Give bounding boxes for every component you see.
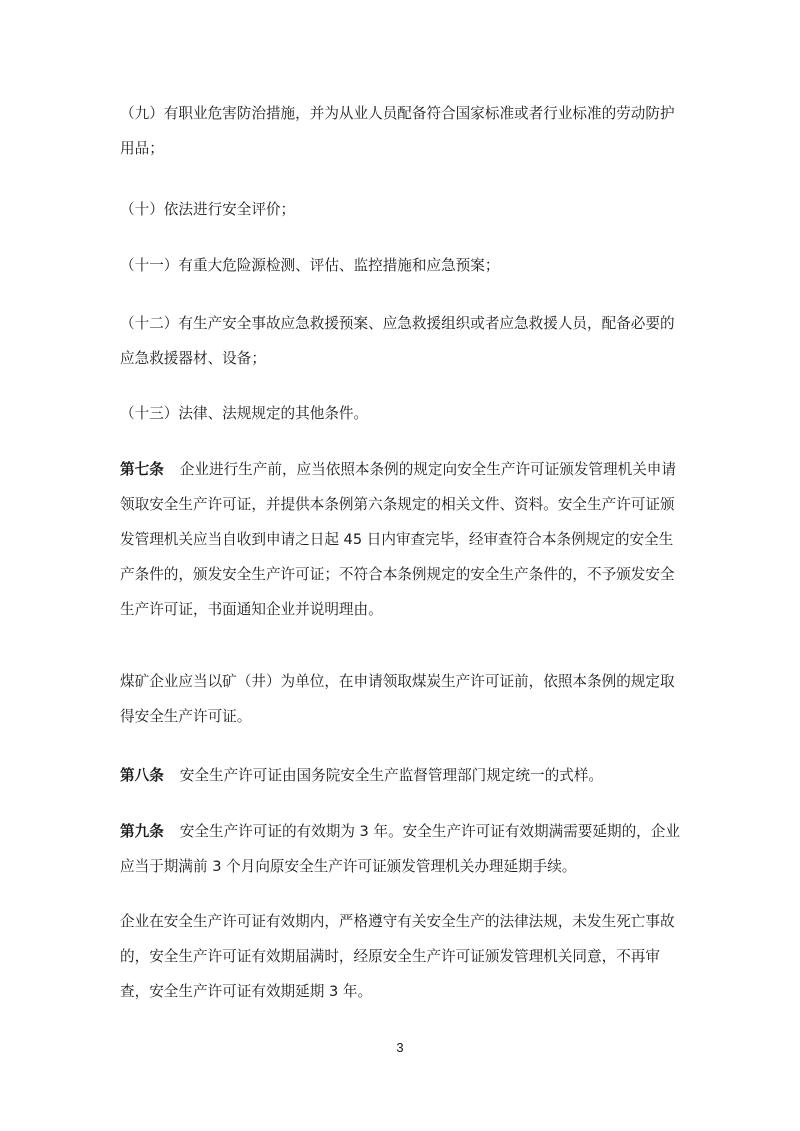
article-7	[120, 452, 686, 627]
clause-item-9: （九）有职业危害防治措施，并为从业人员配备符合国家标准或者行业标准的劳动防护用品；	[120, 105, 675, 157]
article-9	[120, 814, 686, 884]
clause-item-10: （十）依法进行安全评价；	[120, 201, 296, 218]
clause-item-11: （十一）有重大危险源检测、评估、监控措施和应急预案；	[120, 257, 500, 274]
article-8-text: 安全生产许可证由国务院安全生产监督管理部门规定统一的式样。	[179, 767, 604, 784]
article-8-number: 第八条	[120, 767, 164, 784]
article-7-paragraph-2: 煤矿企业应当以矿（井）为单位，在申请领取煤炭生产许可证前，依照本条例的规定取得安全生产许可证。	[120, 673, 675, 725]
article-9-text: 安全生产许可证的有效期为 3 年。安全生产许可证有效期满需要延期的，企业应当于期满前 3 个月向原安全生产许可证颁发管理机关办理延期手续。	[120, 823, 680, 875]
article-9-number: 第九条	[120, 823, 164, 840]
clause-item-13: （十三）法律、法规规定的其他条件。	[120, 405, 369, 422]
article-8	[120, 758, 686, 793]
article-7-number: 第七条	[120, 461, 164, 478]
article-9-paragraph-2: 企业在安全生产许可证有效期内，严格遵守有关安全生产的法律法规，未发生死亡事故的，安全生产许可证有效期届满时，经原安全生产许可证颁发管理机关同意，不再审查，安全生产许可证有效期延期 3 年。	[120, 913, 675, 1000]
article-7-text: 企业进行生产前，应当依照本条例的规定向安全生产许可证颁发管理机关申请领取安全生产许可证，并提供本条例第六条规定的相关文件、资料。安全生产许可证颁发管理机关应当自收到申请之日起 45 日内审查完毕，经审查符合本条例规定的安全生产条件的，颁发安全生产许可证；不符合本条例规定的安全生产条件的，不予颁发安全生产许可证，书面通知企业并说明理由。	[120, 461, 676, 618]
page-number: 3	[396, 1040, 404, 1055]
clause-item-12: （十二）有生产安全事故应急救援预案、应急救援组织或者应急救援人员，配备必要的应急救援器材、设备；	[120, 315, 675, 367]
